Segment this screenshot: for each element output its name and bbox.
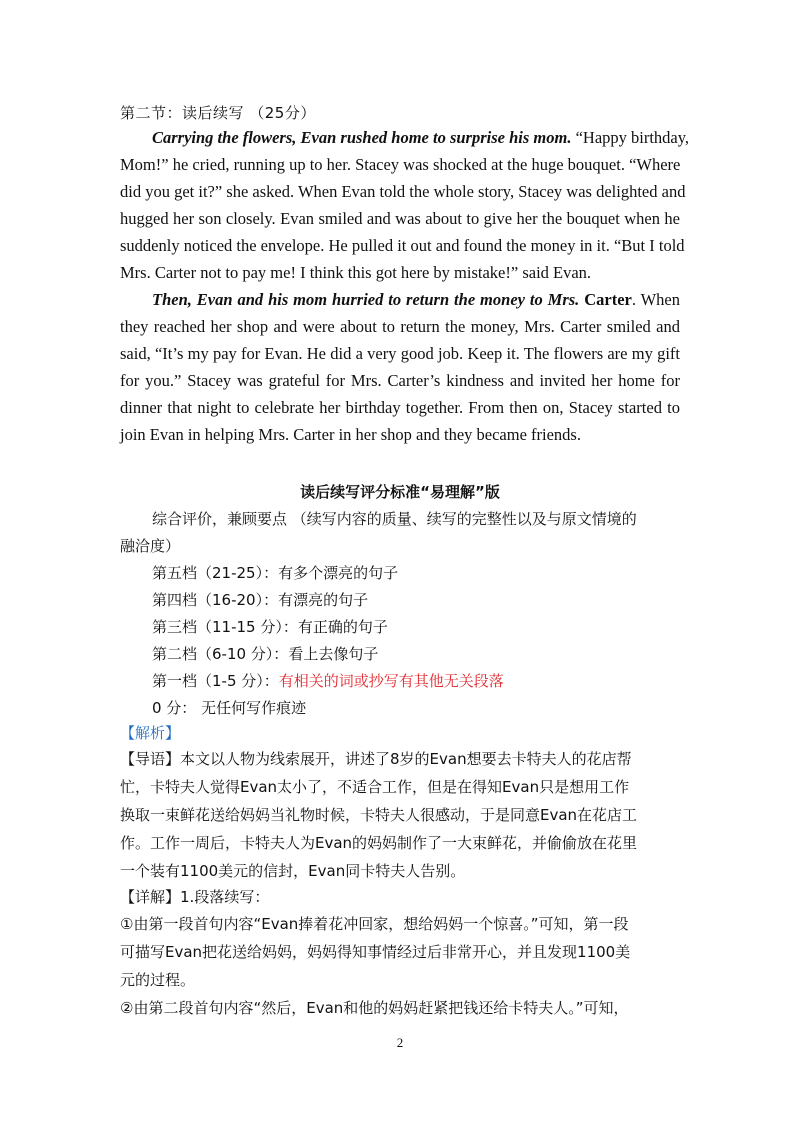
para2-line2: they reached her shop and were about to return the money, Mrs. Carter smiled and <box>120 317 680 336</box>
page-number: 2 <box>396 1035 404 1050</box>
para1-line2: Mom!” he cried, running up to her. Stacey was shocked at the huge bouquet. “Where <box>120 155 681 174</box>
level-desc: 有漂亮的句子 <box>278 591 369 609</box>
guide-line3: 换取一束鲜花送给妈妈当礼物时候，卡特夫人很感动，于是同意Evan在花店工 <box>120 806 638 824</box>
level-desc: 无任何写作痕迹 <box>196 699 307 717</box>
guide-line1 <box>120 748 680 769</box>
guide-line2: 忙，卡特夫人觉得Evan太小了，不适合工作，但是在得知Evan只是想用工作 <box>120 778 630 796</box>
para2-line1-rest: . When <box>631 290 681 309</box>
rubric-level-2 <box>152 643 712 664</box>
rubric-title: 读后续写评分标准“易理解”版 <box>300 483 500 501</box>
rubric-level-4 <box>152 589 712 610</box>
level-label: 第二档（6-10 分）： <box>152 645 289 663</box>
guide-line5: 一个装有1100美元的信封，Evan同卡特夫人告别。 <box>120 862 466 880</box>
para1-line3: did you get it?” she asked. When Evan told the whole story, Stacey was delighted and <box>120 182 686 201</box>
section-heading: 第二节：读后续写 （25分） <box>120 104 316 122</box>
detail-head: 1.段落续写： <box>180 888 270 906</box>
para2-lead: Then, Evan and his mom hurried to return the money to Mrs. <box>152 290 580 309</box>
para2-line1 <box>120 290 680 310</box>
level-label: 第四档（16-20）： <box>152 591 279 609</box>
para1-lead: Carrying the flowers, Evan rushed home to surprise his mom. <box>152 128 572 147</box>
detail-line2: 可描写Evan把花送给妈妈，妈妈得知事情经过后非常开心，并且发现1100美 <box>120 943 631 961</box>
level-desc: 有多个漂亮的句子 <box>278 564 399 582</box>
level-desc: 有正确的句子 <box>297 618 388 636</box>
rubric-level-5 <box>152 562 712 583</box>
guide-line4: 作。工作一周后，卡特夫人为Evan的妈妈制作了一大束鲜花，并偷偷放在花里 <box>120 834 638 852</box>
rubric-intro-line1: 综合评价，兼顾要点 （续写内容的质量、续写的完整性以及与原文情境的 <box>152 510 637 528</box>
level-label: 第五档（21-25）： <box>152 564 279 582</box>
guide-text: 本文以人物为线索展开，讲述了8岁的Evan想要去卡特夫人的花店帮 <box>180 750 632 768</box>
para2-line6: join Evan in helping Mrs. Carter in her shop and they became friends. <box>120 425 581 444</box>
level-desc: 看上去像句子 <box>288 645 379 663</box>
analysis-tag: 【解析】 <box>120 724 181 742</box>
level-label: 第三档（11-15 分）： <box>152 618 298 636</box>
para2-line4: for you.” Stacey was grateful for Mrs. Carter’s kindness and invited her home for <box>120 371 680 390</box>
rubric-level-0 <box>152 697 712 718</box>
para1-line6: Mrs. Carter not to pay me! I think this got here by mistake!” said Evan. <box>120 263 592 282</box>
rubric-level-1 <box>152 670 712 691</box>
level-label: 第一档（1-5 分）： <box>152 672 279 690</box>
para2-lead-name: Carter <box>579 290 632 309</box>
para1-line1 <box>120 128 690 148</box>
detail-line1: ①由第一段首句内容“Evan捧着花冲回家，想给妈妈一个惊喜。”可知，第一段 <box>120 915 629 933</box>
level-desc-highlight: 有相关的词或抄写有其他无关段落 <box>278 672 504 690</box>
para1-line4: hugged her son closely. Evan smiled and was about to give her the bouquet when he <box>120 209 680 228</box>
detail-tag: 【详解】 <box>120 888 181 906</box>
rubric-level-3 <box>152 616 712 637</box>
rubric-intro-line2: 融洽度） <box>120 537 181 555</box>
detail-line3: 元的过程。 <box>120 971 196 989</box>
para2-line3: said, “It’s my pay for Evan. He did a very good job. Keep it. The flowers are my gift <box>120 344 680 363</box>
guide-tag: 【导语】 <box>120 750 181 768</box>
level-label: 0 分： <box>152 699 197 717</box>
para1-line5: suddenly noticed the envelope. He pulled it out and found the money in it. “But I told <box>120 236 685 255</box>
detail-line0 <box>120 886 680 907</box>
detail-line4: ②由第二段首句内容“然后，Evan和他的妈妈赶紧把钱还给卡特夫人。”可知， <box>120 999 629 1017</box>
para1-line1-rest: “Happy birthday, <box>571 128 690 147</box>
para2-line5: dinner that night to celebrate her birthday together. From then on, Stacey started to <box>120 398 680 417</box>
